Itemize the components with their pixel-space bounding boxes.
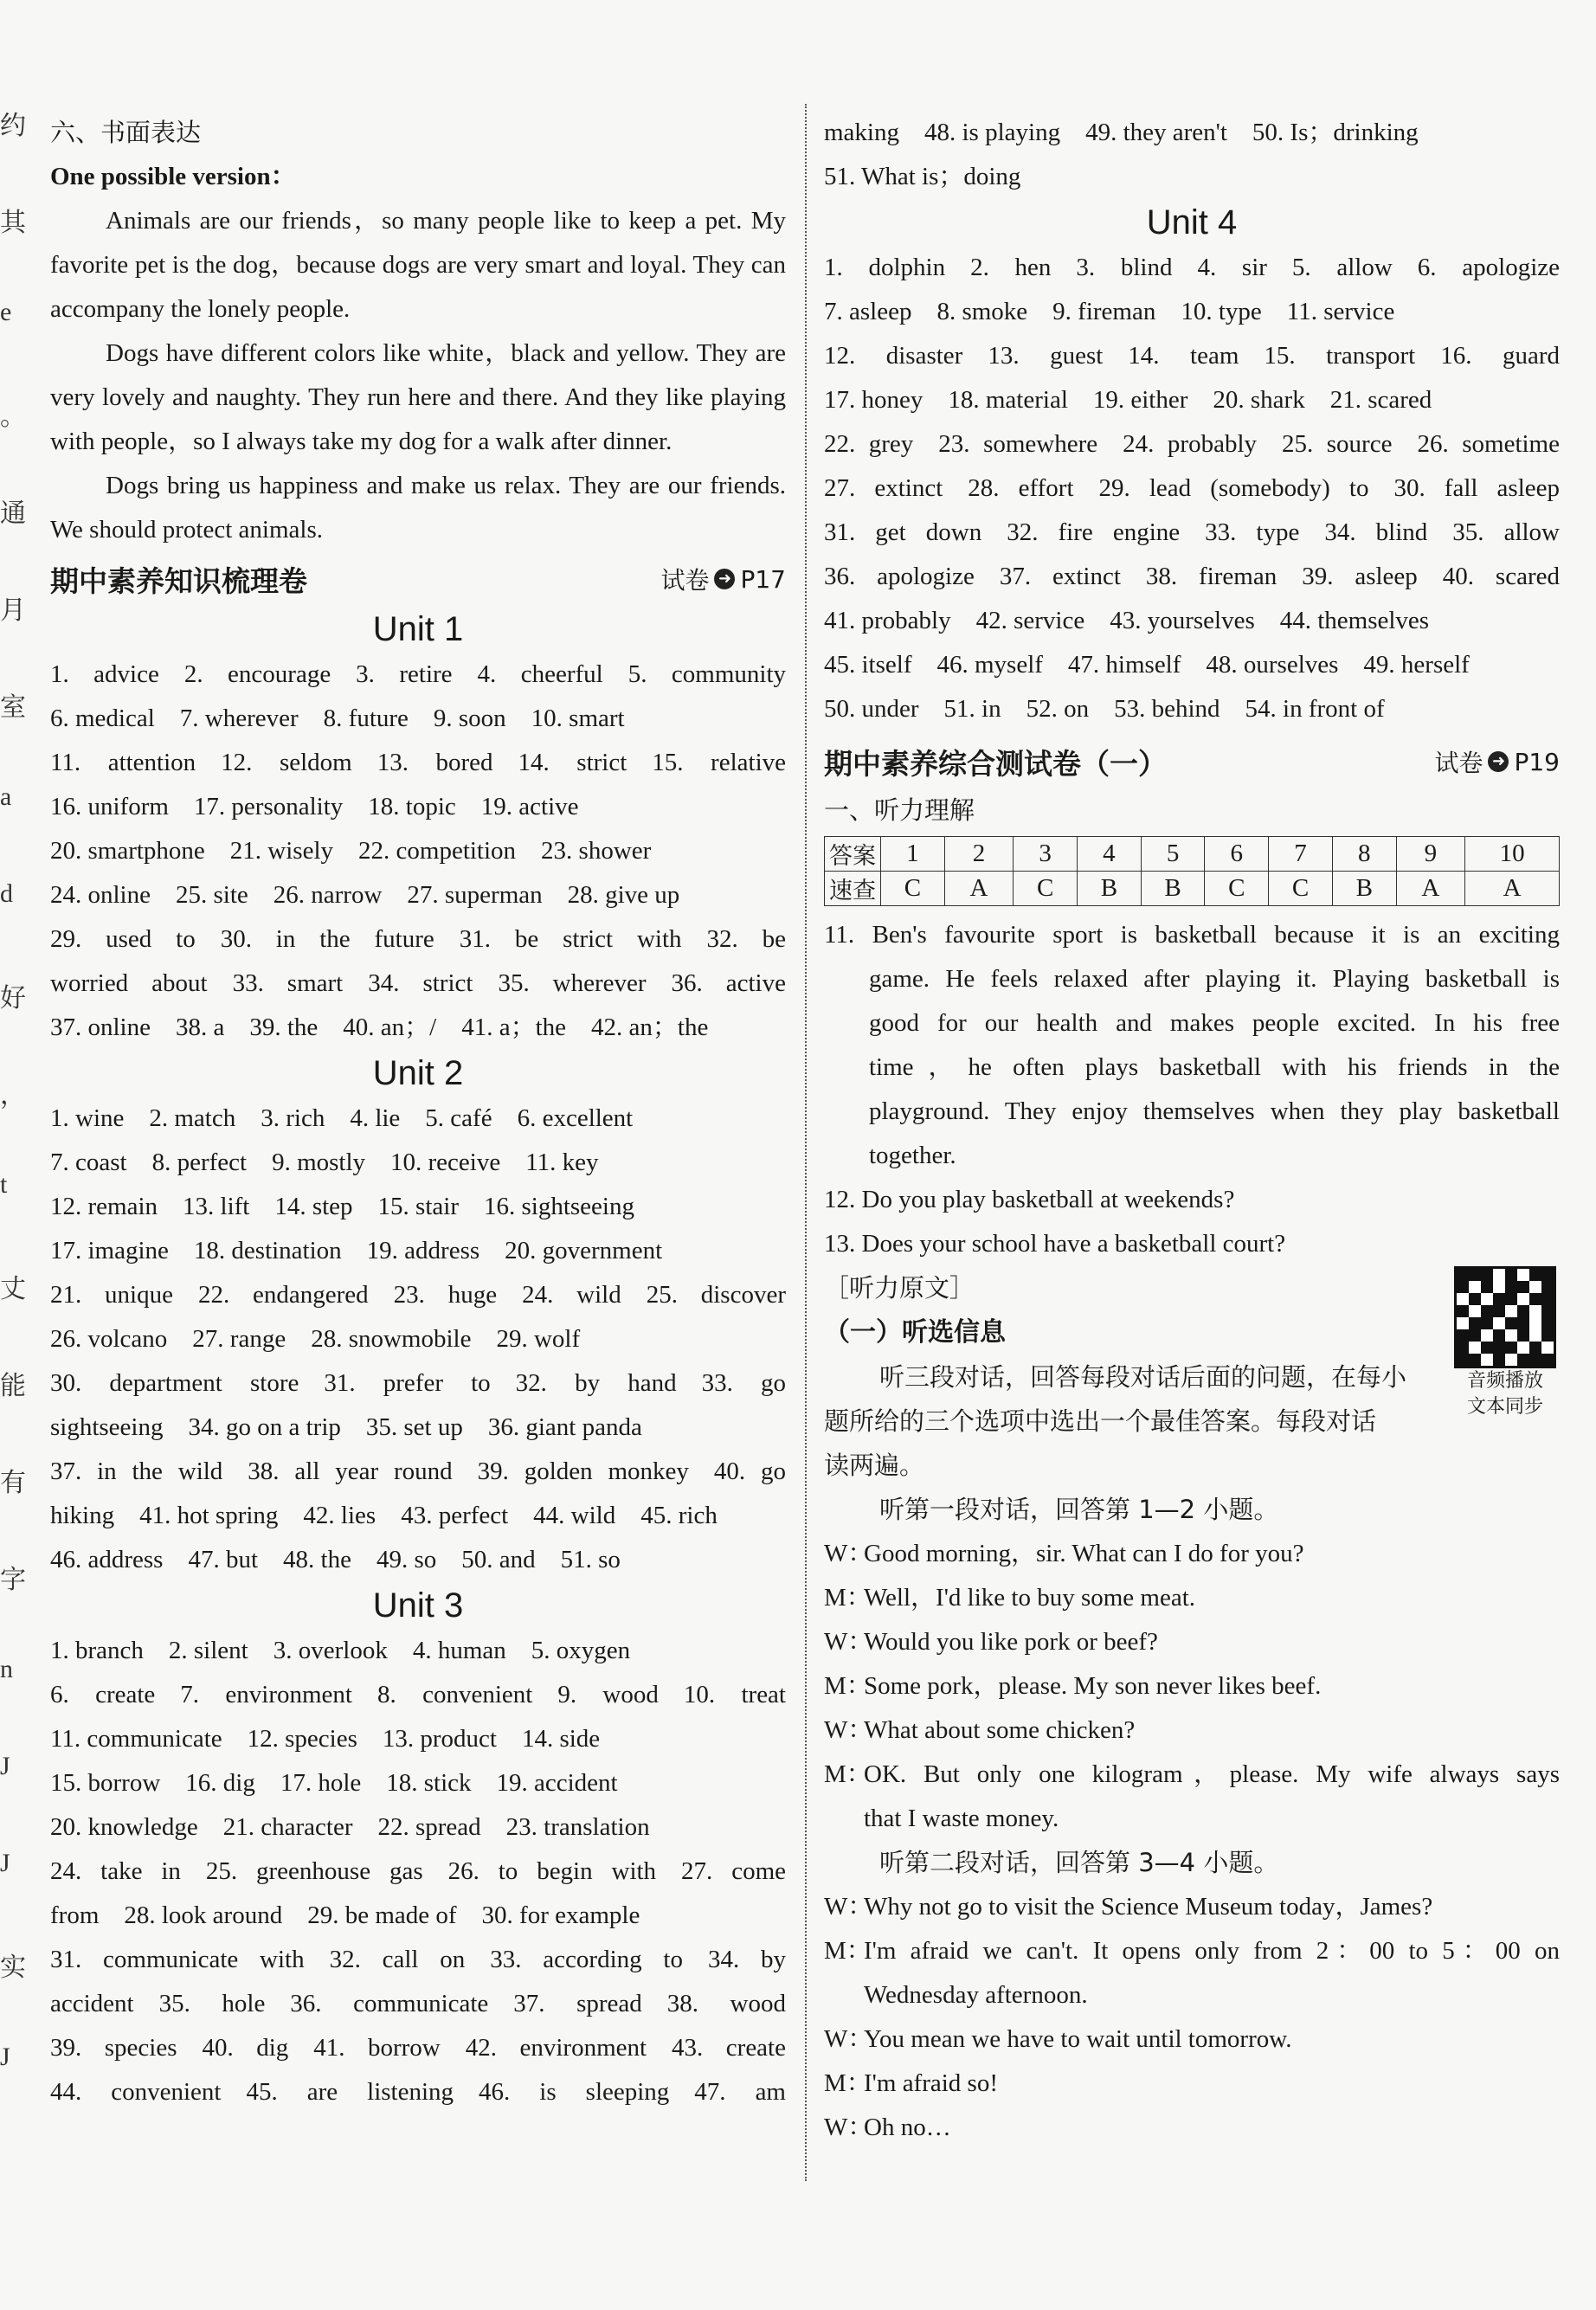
dialog-line [824, 1929, 1560, 1973]
section-header-midterm-test [824, 735, 1560, 788]
qr-module [1457, 1293, 1469, 1305]
table-cell-answer: B [1078, 872, 1142, 906]
answer-line: 31. get down 32. fire engine 33. type 34. blind 35. allow [824, 518, 1560, 546]
dialog-text: that I waste money. [864, 1805, 1059, 1832]
qr-module [1481, 1293, 1493, 1305]
qr-module [1517, 1329, 1529, 1342]
qr-module [1517, 1305, 1529, 1317]
unit-title: Unit 4 [1146, 203, 1238, 241]
qr-module [1481, 1342, 1493, 1354]
dialog-text: I'm afraid so! [864, 2069, 998, 2097]
answer-line: from 28. look around 29. be made of 30. for example [50, 1901, 640, 1929]
dialog-2 [824, 1885, 1560, 2150]
qr-module [1529, 1293, 1541, 1305]
qr-module [1529, 1305, 1541, 1317]
edge-char: t [0, 1170, 8, 1199]
answer-line: 29. used to 30. in the future 31. be strict with 32. be [50, 925, 786, 953]
qr-module [1517, 1354, 1529, 1366]
dialog-text: Some pork，please. My son never likes beef. [864, 1672, 1322, 1700]
section-title: 期中素养知识梳理卷 [50, 563, 307, 598]
question-11-answer [824, 913, 1560, 1178]
answer-line: playground. They enjoy themselves when they play basketball [869, 1097, 1560, 1125]
qr-module [1457, 1354, 1469, 1366]
answer-line: 26. volcano 27. range 28. snowmobile 29. wolf [50, 1325, 581, 1353]
qr-module [1541, 1293, 1554, 1305]
writing-version-label: One possible version： [50, 163, 296, 190]
qr-module [1469, 1342, 1481, 1354]
dialog-line [824, 2106, 1560, 2150]
answer-line: hiking 41. hot spring 42. lies 43. perfect 44. wild 45. rich [50, 1502, 718, 1529]
answer-line: 7. coast 8. perfect 9. mostly 10. receive 11. key [50, 1149, 599, 1176]
answer-line: 20. smartphone 21. wisely 22. competition 23. shower [50, 837, 652, 865]
answer-line: 46. address 47. but 48. the 49. so 50. and 51. so [50, 1546, 621, 1573]
ref-page: P19 [1514, 747, 1560, 776]
instruction-line: 读两遍。 [824, 1451, 925, 1480]
answer-line: 15. borrow 16. dig 17. hole 18. stick 19. accident [50, 1769, 618, 1797]
ref-page: P17 [740, 564, 786, 594]
table-cell-answer: A [1465, 872, 1560, 906]
qr-module [1481, 1305, 1493, 1317]
qr-module [1517, 1317, 1529, 1329]
qr-module [1541, 1329, 1554, 1342]
answer-line: 24. online 25. site 26. narrow 27. superman 28. give up [50, 881, 680, 909]
table-cell-answer: B [1332, 872, 1396, 906]
dialog-line [824, 1664, 1560, 1708]
qr-module [1505, 1342, 1517, 1354]
answer-line: 36. apologize 37. extinct 38. fireman 39. asleep 40. scared [824, 563, 1560, 590]
unit3-continued [824, 111, 1560, 199]
edge-char: ， [0, 1081, 26, 1110]
dialog-line [824, 1973, 1560, 2017]
qr-module [1541, 1281, 1554, 1293]
answer-line: 51. What is；doing [824, 163, 1021, 190]
section-header-midterm-review [50, 552, 786, 606]
qr-module [1469, 1354, 1481, 1366]
question-13-answer: 13. Does your school have a basketball court? [824, 1230, 1286, 1258]
dialog-line [824, 1885, 1560, 1929]
speaker-label: M： [824, 1760, 872, 1788]
qr-module [1469, 1281, 1481, 1293]
edge-char: 。 [0, 402, 26, 431]
table-cell-number: 9 [1396, 837, 1465, 872]
qr-module [1481, 1329, 1493, 1342]
essay-paragraph: Animals are our friends，so many people like to keep a pet. My favorite pet is the dog，because dogs are very smart and loyal. They can accompany the lonely people. [50, 207, 786, 323]
unit-title: Unit 2 [372, 1054, 464, 1092]
edge-char: 实 [0, 1953, 26, 1982]
qr-module [1505, 1305, 1517, 1317]
answer-line: 12. disaster 13. guest 14. team 15. transport 16. guard [824, 342, 1560, 370]
qr-module [1529, 1269, 1541, 1281]
arrow-right-icon: ➜ [714, 569, 735, 589]
answer-line: making 48. is playing 49. they aren't 50. Is；drinking [824, 119, 1419, 146]
speaker-label: W： [824, 1628, 873, 1656]
segment-2-instruction: 听第二段对话，回答第 3—4 小题。 [879, 1848, 1279, 1877]
dialog-text: Would you like pork or beef? [864, 1628, 1158, 1656]
qr-module [1493, 1281, 1505, 1293]
table-label: 答案 [825, 837, 881, 872]
answer-line: sightseeing 34. go on a trip 35. set up 36. giant panda [50, 1413, 642, 1441]
table-cell-number: 7 [1269, 837, 1333, 872]
qr-module [1481, 1281, 1493, 1293]
table-cell-number: 3 [1014, 837, 1078, 872]
qr-module [1541, 1317, 1554, 1329]
instruction-line: 听三段对话，回答每段对话后面的问题，在每小 [879, 1362, 1407, 1392]
answer-line: 27. extinct 28. effort 29. lead (somebody) to 30. fall asleep [824, 474, 1560, 502]
qr-module [1493, 1305, 1505, 1317]
answer-line: 22. grey 23. somewhere 24. probably 25. source 26. sometime [824, 430, 1560, 458]
qr-module [1517, 1269, 1529, 1281]
answer-line: together. [869, 1142, 956, 1169]
qr-module [1541, 1354, 1554, 1366]
answer-line: 44. convenient 45. are listening 46. is sleeping 47. am [50, 2078, 786, 2106]
qr-module [1529, 1354, 1541, 1366]
dialog-line [824, 1576, 1560, 1620]
section-title: 期中素养综合测试卷（一） [824, 746, 1167, 781]
table-cell-answer: C [1269, 872, 1333, 906]
table-cell-answer: C [881, 872, 945, 906]
table-cell-answer: C [1205, 872, 1269, 906]
instruction-line: 题所给的三个选项中选出一个最佳答案。每段对话 [824, 1406, 1377, 1436]
segment-1-instruction: 听第一段对话，回答第 1—2 小题。 [879, 1495, 1279, 1524]
page-reference [1434, 744, 1560, 779]
speaker-label: W： [824, 1540, 873, 1567]
dialog-line [824, 1708, 1560, 1753]
edge-char: 有 [0, 1469, 26, 1497]
qr-module [1517, 1293, 1529, 1305]
speaker-label: M： [824, 1937, 872, 1965]
qr-module [1457, 1342, 1469, 1354]
edge-char: 室 [0, 693, 26, 722]
essay [50, 199, 786, 552]
answer-line: 16. uniform 17. personality 18. topic 19. active [50, 793, 579, 820]
qr-module [1505, 1354, 1517, 1366]
ref-label: 试卷 [660, 566, 710, 595]
answer-line: 17. honey 18. material 19. either 20. shark 21. scared [824, 386, 1432, 414]
qr-module [1469, 1317, 1481, 1329]
answer-line: 1. wine 2. match 3. rich 4. lie 5. café 6. excellent [50, 1104, 634, 1132]
answer-line: 37. online 38. a 39. the 40. an；/ 41. a；the 42. an；the [50, 1013, 709, 1041]
edge-char: 月 [0, 596, 26, 625]
qr-code-icon [1454, 1266, 1556, 1368]
table-cell-answer: B [1141, 872, 1205, 906]
answer-line: 12. remain 13. lift 14. step 15. stair 16. sightseeing [50, 1193, 634, 1220]
answer-line: 20. knowledge 21. character 22. spread 23. translation [50, 1813, 650, 1841]
transcript-label: ［听力原文］ [824, 1273, 975, 1303]
dialog-text: You mean we have to wait until tomorrow. [864, 2025, 1292, 2053]
edge-char: n [0, 1655, 13, 1683]
qr-module [1529, 1329, 1541, 1342]
left-margin-cropped-text [0, 104, 26, 2181]
qr-module [1505, 1269, 1517, 1281]
edge-char: a [0, 782, 12, 811]
answer-line: 24. take in 25. greenhouse gas 26. to begin with 27. come [50, 1857, 786, 1885]
answer-line: time，he often plays basketball with his friends in the [869, 1053, 1560, 1081]
table-cell-number: 10 [1465, 837, 1560, 872]
answer-line: 1. dolphin 2. hen 3. blind 4. sir 5. allow 6. apologize [824, 254, 1560, 281]
column-divider [805, 104, 807, 2181]
qr-module [1469, 1305, 1481, 1317]
unit-title: Unit 3 [372, 1586, 464, 1625]
edge-char: 约 [0, 112, 26, 140]
dialog-text: I'm afraid we can't. It opens only from 2：00 to 5：00 on [864, 1937, 1560, 1965]
unit4-answers [824, 246, 1560, 731]
table-cell-number: 5 [1141, 837, 1205, 872]
qr-module [1529, 1342, 1541, 1354]
qr-module [1493, 1354, 1505, 1366]
answer-line: 37. in the wild 38. all year round 39. golden monkey 40. go [50, 1457, 786, 1485]
qr-module [1505, 1293, 1517, 1305]
qr-module [1517, 1342, 1529, 1354]
qr-module [1541, 1269, 1554, 1281]
speaker-label [824, 1797, 864, 1841]
dialog-line [824, 1532, 1560, 1576]
table-cell-number: 1 [881, 837, 945, 872]
qr-caption: 文本同步 [1466, 1396, 1543, 1418]
qr-module [1505, 1281, 1517, 1293]
qr-module [1493, 1317, 1505, 1329]
answer-line: game. He feels relaxed after playing it. Playing basketball is [869, 965, 1560, 993]
speaker-label: W： [824, 1893, 873, 1921]
table-cell-number: 6 [1205, 837, 1269, 872]
speaker-label: W： [824, 2114, 873, 2141]
speaker-label [824, 1973, 864, 2017]
qr-module [1481, 1317, 1493, 1329]
unit-title: Unit 1 [372, 610, 464, 648]
qr-module [1505, 1329, 1517, 1342]
answer-line: 41. probably 42. service 43. yourselves 44. themselves [824, 607, 1430, 634]
qr-module [1493, 1269, 1505, 1281]
answer-table [824, 836, 1560, 906]
answer-line: 1. branch 2. silent 3. overlook 4. human 5. oxygen [50, 1637, 631, 1664]
speaker-label: M： [824, 1672, 872, 1700]
unit-answer-list [50, 606, 786, 2114]
qr-module [1529, 1317, 1541, 1329]
edge-char: 通 [0, 499, 26, 528]
dialog-text: What about some chicken? [864, 1716, 1136, 1744]
answer-line: good for our health and makes people excited. In his free [869, 1009, 1560, 1037]
left-column [50, 111, 786, 2114]
edge-char: 字 [0, 1566, 26, 1594]
answer-line: 6. medical 7. wherever 8. future 9. soon 10. smart [50, 705, 625, 732]
dialog-line [824, 2062, 1560, 2106]
dialog-line [824, 2017, 1560, 2062]
qr-module [1529, 1281, 1541, 1293]
edge-char: J [0, 2043, 10, 2071]
listening-heading: 一、听力理解 [824, 795, 975, 825]
writing-heading: 六、书面表达 [50, 118, 202, 147]
table-cell-answer: A [944, 872, 1014, 906]
arrow-right-icon: ➜ [1488, 751, 1509, 772]
dialog-line [824, 1620, 1560, 1664]
question-12-answer: 12. Do you play basketball at weekends? [824, 1186, 1235, 1213]
qr-module [1493, 1293, 1505, 1305]
edge-char: 能 [0, 1372, 26, 1400]
edge-char: 其 [0, 209, 26, 237]
edge-char: J [0, 1752, 10, 1780]
answer-line: 31. communicate with 32. call on 33. according to 34. by [50, 1946, 786, 1973]
answer-line: 21. unique 22. endangered 23. huge 24. wild 25. discover [50, 1281, 786, 1309]
answer-line: 11. communicate 12. species 13. product 14. side [50, 1725, 601, 1753]
answer-line: 17. imagine 18. destination 19. address 20. government [50, 1237, 663, 1264]
qr-module [1457, 1317, 1469, 1329]
qr-module [1457, 1269, 1469, 1281]
qr-module [1481, 1269, 1493, 1281]
qr-module [1457, 1305, 1469, 1317]
table-cell-number: 4 [1078, 837, 1142, 872]
qr-module [1469, 1293, 1481, 1305]
qr-module [1517, 1281, 1529, 1293]
listening-instructions [824, 1355, 1560, 1488]
answer-line: 30. department store 31. prefer to 32. by hand 33. go [50, 1369, 786, 1397]
speaker-label: M： [824, 1584, 872, 1612]
table-cell-answer: C [1014, 872, 1078, 906]
dialog-1 [824, 1532, 1560, 1841]
answer-line: 45. itself 46. myself 47. himself 48. ourselves 49. herself [824, 651, 1470, 679]
qr-module [1457, 1329, 1469, 1342]
table-cell-number: 2 [944, 837, 1014, 872]
qr-module [1493, 1329, 1505, 1342]
dialog-line [824, 1753, 1560, 1797]
table-cell-number: 8 [1332, 837, 1396, 872]
dialog-text: Well，I'd like to buy some meat. [864, 1584, 1196, 1612]
essay-paragraph: Dogs bring us happiness and make us relax. They are our friends. We should protect animals. [50, 472, 786, 544]
answer-line: 1. advice 2. encourage 3. retire 4. cheerful 5. community [50, 660, 786, 688]
right-column [824, 111, 1560, 2150]
essay-paragraph: Dogs have different colors like white，black and yellow. They are very lovely and naughty. They run here and there. And they like playing with people，so I always take my dog for a walk after dinner. [50, 339, 786, 455]
qr-code [1451, 1266, 1560, 1420]
answer-line: 11. attention 12. seldom 13. bored 14. strict 15. relative [50, 749, 786, 776]
dialog-line [824, 1797, 1560, 1841]
dialog-text: Good morning，sir. What can I do for you? [864, 1540, 1304, 1567]
answer-line: 7. asleep 8. smoke 9. fireman 10. type 11. service [824, 298, 1395, 325]
answer-line: accident 35. hole 36. communicate 37. spread 38. wood [50, 1990, 786, 2017]
ref-label: 试卷 [1434, 749, 1483, 777]
answer-line: 50. under 51. in 52. on 53. behind 54. in front of [824, 695, 1385, 723]
qr-caption: 音频播放 [1466, 1370, 1543, 1392]
qr-module [1457, 1281, 1469, 1293]
edge-char: 丈 [0, 1275, 26, 1303]
part1-heading: （一）听选信息 [824, 1317, 1006, 1348]
speaker-label: W： [824, 1716, 873, 1744]
edge-char: J [0, 1849, 10, 1877]
dialog-text: Oh no… [864, 2114, 951, 2141]
answer-line: worried about 33. smart 34. strict 35. wherever 36. active [50, 969, 786, 997]
qr-module [1481, 1354, 1493, 1366]
edge-char: 好 [0, 984, 26, 1013]
speaker-label: M： [824, 2069, 872, 2097]
dialog-text: Wednesday afternoon. [864, 1981, 1088, 2009]
qr-module [1541, 1305, 1554, 1317]
qr-module [1541, 1342, 1554, 1354]
qr-module [1469, 1269, 1481, 1281]
dialog-text: OK. But only one kilogram，please. My wife always says [864, 1760, 1560, 1788]
qr-module [1493, 1342, 1505, 1354]
page-reference [660, 562, 786, 596]
speaker-label: W： [824, 2025, 873, 2053]
edge-char: e [0, 298, 12, 326]
dialog-text: Why not go to visit the Science Museum today，James? [864, 1893, 1433, 1921]
table-label: 速查 [825, 872, 881, 906]
qr-module [1469, 1329, 1481, 1342]
answer-line: 6. create 7. environment 8. convenient 9. wood 10. treat [50, 1681, 786, 1708]
table-cell-answer: A [1396, 872, 1465, 906]
answer-line: 11. Ben's favourite sport is basketball because it is an exciting [824, 921, 1560, 949]
answer-line: 39. species 40. dig 41. borrow 42. environment 43. create [50, 2034, 786, 2062]
edge-char: d [0, 879, 13, 908]
qr-module [1505, 1317, 1517, 1329]
